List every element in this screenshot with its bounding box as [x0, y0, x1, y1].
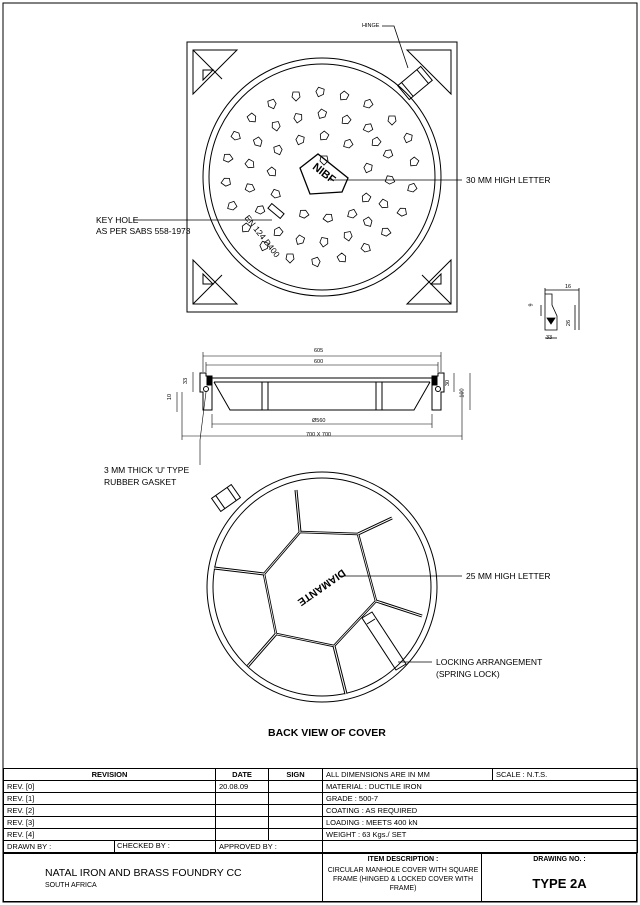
rev-2: REV. [2]	[4, 805, 216, 817]
company-country: SOUTH AFRICA	[45, 882, 97, 889]
rev-3-date	[216, 817, 269, 829]
drawing-number: TYPE 2A	[532, 876, 587, 891]
gasket-dim-9: 9	[528, 303, 535, 307]
back-text: DIAMANTE	[295, 566, 348, 608]
spec-dimensions: ALL DIMENSIONS ARE IN MM	[323, 769, 493, 781]
key-hole-label-2: AS PER SABS 558-1973	[96, 226, 191, 236]
rev-0: REV. [0]	[4, 781, 216, 793]
item-description-header: ITEM DESCRIPTION :	[367, 856, 439, 863]
spec-material: MATERIAL : DUCTILE IRON	[323, 781, 638, 793]
drawn-by	[4, 841, 216, 853]
rev-4-sign	[269, 829, 323, 841]
rev-1-sign	[269, 793, 323, 805]
approved-by: APPROVED BY :	[216, 841, 323, 853]
spec-blank	[323, 841, 638, 853]
spec-weight: WEIGHT : 63 Kgs./ SET	[323, 829, 638, 841]
hinge-label: HINGE	[362, 23, 380, 29]
letter-30-label: 30 MM HIGH LETTER	[466, 175, 551, 185]
spec-loading: LOADING : MEETS 400 kN	[323, 817, 638, 829]
rev-0-date: 20.08.09	[216, 781, 269, 793]
rev-2-sign	[269, 805, 323, 817]
lock-label-2: (SPRING LOCK)	[436, 669, 500, 679]
gasket-dim-16: 16	[565, 284, 572, 290]
section-dimension-lines	[177, 352, 470, 465]
company-name: NATAL IRON AND BRASS FOUNDRY CC	[45, 867, 242, 879]
item-description: CIRCULAR MANHOLE COVER WITH SQUARE FRAME (HINGED & LOCKED COVER WITH FRAME)	[327, 867, 479, 892]
drawing-number-header: DRAWING NO. :	[533, 856, 586, 863]
title-block	[3, 768, 638, 853]
drawn-by-label: DRAWN BY :	[7, 842, 52, 851]
dim-33: 33	[183, 377, 190, 385]
rev-3: REV. [3]	[4, 817, 216, 829]
revision-header: REVISION	[4, 769, 216, 781]
spec-coating: COATING : AS REQUIRED	[323, 805, 638, 817]
date-header: DATE	[216, 769, 269, 781]
rev-1-date	[216, 793, 269, 805]
standard-text: EN 124 D400	[242, 212, 283, 260]
gasket-dim-26: 26	[566, 319, 573, 327]
dim-560: Ø560	[312, 418, 326, 424]
dim-100: 100	[459, 388, 466, 398]
rev-3-sign	[269, 817, 323, 829]
lock-label-1: LOCKING ARRANGEMENT	[436, 657, 543, 667]
dim-600: 600	[314, 359, 324, 365]
gasket-label-2: RUBBER GASKET	[104, 477, 177, 487]
gasket-label-1: 3 MM THICK 'U' TYPE	[104, 465, 190, 475]
section-view	[200, 373, 444, 410]
gasket-dim-33: 33	[546, 335, 553, 341]
checked-by-label: CHECKED BY :	[114, 841, 170, 852]
letter-25-label: 25 MM HIGH LETTER	[466, 571, 551, 581]
key-hole-label-1: KEY HOLE	[96, 215, 139, 225]
rev-0-sign	[269, 781, 323, 793]
dim-700: 700 X 700	[306, 432, 332, 438]
gasket-detail	[541, 288, 579, 338]
rev-2-date	[216, 805, 269, 817]
rev-4-date	[216, 829, 269, 841]
rev-1: REV. [1]	[4, 793, 216, 805]
sign-header: SIGN	[269, 769, 323, 781]
spec-grade: GRADE : 500-7	[323, 793, 638, 805]
scale-cell: SCALE : N.T.S.	[493, 769, 638, 781]
back-view-title: BACK VIEW OF COVER	[268, 727, 386, 739]
dim-10: 10	[167, 393, 174, 401]
logo-text: NIBF	[310, 161, 338, 187]
dim-30: 30	[445, 379, 452, 387]
dim-605: 605	[314, 348, 324, 354]
rev-4: REV. [4]	[4, 829, 216, 841]
